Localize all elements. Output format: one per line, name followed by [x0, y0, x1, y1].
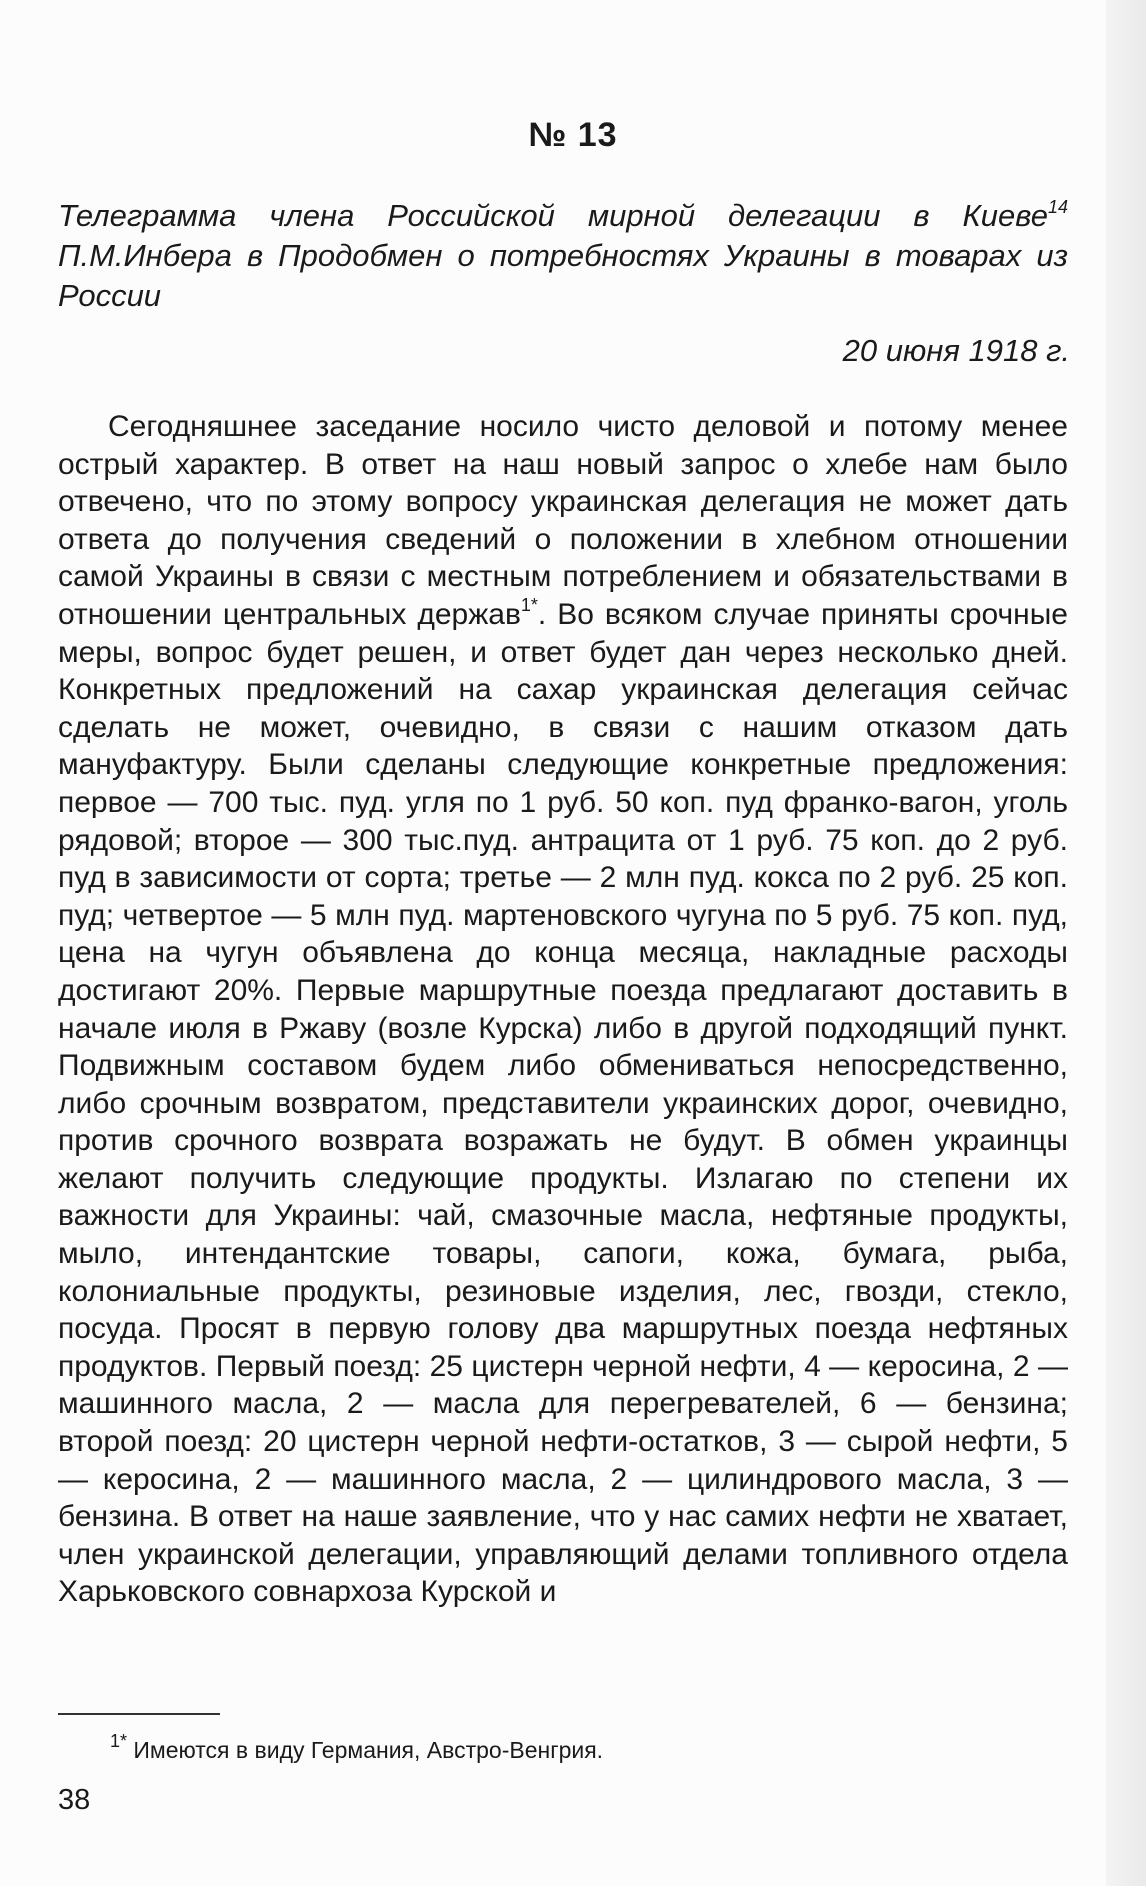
title-footnote-ref: 14 — [1047, 196, 1068, 217]
footnote-divider — [58, 1713, 220, 1715]
body-text-part2: . Во всяком случае приняты срочные меры, вопрос будет решен, и ответ будет дан через несколько дней. Конкретных предложений на сахар украинская делегация сейчас сделать не может, очевидно, в связи с нашим отказом дать мануфактуру. Были сделаны следующие конкретные предложения: первое — 700 тыс. пуд. угля по 1 руб. 50 коп. пуд франко-вагон, уголь рядовой; второе — 300 тыс.пуд. антрацита от 1 руб. 75 коп. до 2 руб. пуд в зависимости от сорта; третье — 2 млн пуд. кокса по 2 руб. 25 коп. пуд; четвертое — 5 млн пуд. мартеновского чугуна по 5 руб. 75 коп. пуд, цена на чугун объявлена до конца месяца, накладные расходы достигают 20%. Первые маршрутные поезда предлагают доставить в начале июля в Ржаву (возле Курска) либо в другой подходящий пункт. Подвижным составом будем либо обмениваться непосредственно, либо срочным возвратом, представители украинских дорог, очевидно, против срочного возврата возражать не будут. В обмен украинцы желают получить следующие продукты. Излагаю по степени их важности для Украины: чай, смазочные масла, нефтяные продукты, мыло, интендантские товары, сапоги, кожа, бумага, рыба, колониальные продукты, резиновые изделия, лес, гвозди, стекло, посуда. Просят в первую голову два маршрутных поезда нефтяных продуктов. Первый поезд: 25 цистерн черной нефти, 4 — керосина, 2 — машинного масла, 2 — масла для перегревателей, 6 — бензина; второй поезд: 20 цистерн черной нефти-остатков, 3 — сырой нефти, 5 — керосина, 2 — машинного масла, 2 — цилиндрового масла, 3 — бензина. В ответ на наше заявление, что у нас самих нефти не хватает, член украинской делегации, управляющий делами топливного отдела Харьковского совнархоза Курской и — [58, 597, 1068, 1609]
body-text-part1: Сегодняшнее заседание носило чисто деловой и потому менее острый характер. В ответ на наш новый запрос о хлебе нам было отвечено, что по этому вопросу украинская делегация не может дать ответа до получения сведений о положении в хлебном отношении самой Украины в связи с местным потреблением и обязательствами в отношении центральных держав — [58, 410, 1068, 631]
footnote — [110, 1731, 604, 1764]
document-title-part2: П.М.Инбера в Продобмен о потребностях Украины в товарах из России — [58, 238, 1068, 313]
document-title — [58, 196, 1068, 316]
document-title-part1: Телеграмма члена Российской мирной делегации в Киеве — [58, 198, 1048, 233]
document-number: № 13 — [528, 116, 618, 154]
document-date: 20 июня 1918 г. — [842, 333, 1070, 368]
footnote-marker: 1* — [110, 1731, 128, 1752]
page-number: 38 — [58, 1784, 91, 1816]
body-footnote-ref: 1* — [520, 594, 538, 615]
page-edge-shadow — [1106, 0, 1146, 1886]
document-body — [58, 408, 1068, 1611]
footnote-text: Имеются в виду Германия, Австро-Венгрия. — [127, 1737, 604, 1763]
